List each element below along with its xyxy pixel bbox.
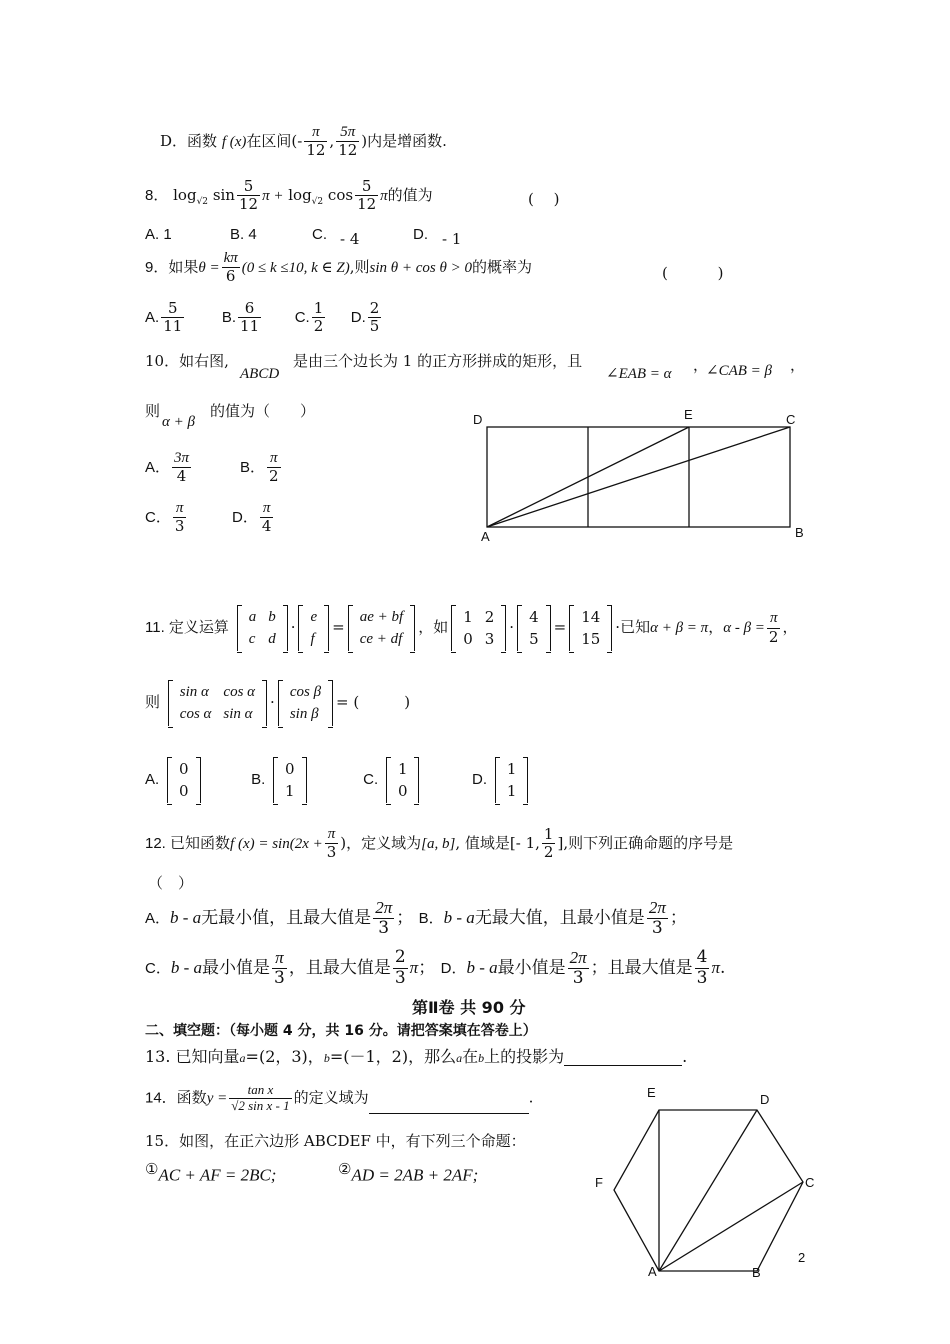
q10-label-e: E xyxy=(684,407,693,422)
q7-fraction-2: $\frac{5\pi}{12}$ xyxy=(338,124,358,160)
q11-matrix-trig: sin α cos α cos α sin α xyxy=(168,680,267,726)
q8-option-c-value: - 4 xyxy=(340,230,360,248)
q12-option-a: A．b - a无最小值，且最大值是 $\frac{2\pi}{3}$ ； xyxy=(145,898,414,938)
q8-option-c-label: C. xyxy=(312,226,327,243)
q11-stem: 11. 定义运算 a b c d · e f = ae + bf ce + df ，如 1 2 0 3 · 4 5 = 14 15 ·已知α + β = π，α - β = $\frac{\pi}{2}$ ， xyxy=(145,605,797,651)
hexagon-label-e: E xyxy=(647,1085,656,1100)
q7-function: f (x) xyxy=(221,133,247,150)
hexagon-label-c: C xyxy=(805,1175,815,1190)
q10-angle-cab: ∠CAB = β xyxy=(706,363,772,379)
q11-vector-trig: cos β sin β xyxy=(278,680,333,726)
q8-option-d-value: - 1 xyxy=(442,230,462,248)
q14-stem: 14．函数y = $\frac{\text{tan x}}{\text{√2 sin x - 1}}$ 的定义域为 . xyxy=(145,1082,534,1113)
q11-vector-example-result: 14 15 xyxy=(569,605,612,651)
q8-option-d-label: D. xyxy=(413,226,428,243)
q10-option-d: D． $\frac{\pi}{4}$ xyxy=(232,500,272,536)
q7-fraction-1: $\frac{\pi}{12}$ xyxy=(306,124,326,160)
section-fill-in-heading: 二、填空题：（每小题 4 分，共 16 分。请把答案填在答卷上） xyxy=(145,1023,537,1039)
q8-stem: 8． $\log_{√2} \sin$ $\frac{5}{12}$ $\pi + \log_{√2} \cos$ $\frac{5}{12}$ π的值为 xyxy=(145,177,433,214)
hexagon-label-b: B xyxy=(752,1265,761,1280)
q11-vector-result: ae + bf ce + df xyxy=(348,605,415,651)
q7-interval-text: 在区间(- xyxy=(246,131,303,150)
q10-option-a: A． $\frac{3\pi}{4}$ xyxy=(145,450,190,486)
q12-answer-paren: （ ） xyxy=(148,874,194,892)
q10-end: ， xyxy=(790,356,806,374)
q11-option-a: A. 0 0 xyxy=(145,770,204,788)
q7-option-label: D．函数 xyxy=(160,131,218,150)
vector-a: a xyxy=(239,1051,246,1065)
q10-sum: α + β xyxy=(162,414,195,430)
q12-options-cd xyxy=(145,948,725,988)
q11-question: 则 sin α cos α cos α sin α · cos β sin β = ( ) xyxy=(145,680,410,726)
q8-option-b: B. 4 xyxy=(230,226,257,243)
q13-answer-blank[interactable] xyxy=(564,1049,682,1066)
q11-options xyxy=(145,757,531,803)
page-number: 2 xyxy=(798,1250,806,1265)
q10-option-c: C． $\frac{\pi}{3}$ xyxy=(145,500,185,536)
q9-option-d: D. $\frac{2}{5}$ xyxy=(350,299,380,336)
q15-claim-2: ②AD = 2AB + 2AF; xyxy=(338,1160,479,1185)
hexagon-diagonal-ac xyxy=(659,1182,806,1271)
q10-rectangle-figure xyxy=(465,400,810,545)
q15-claim-1: ①AC + AF = 2BC; xyxy=(145,1160,277,1185)
q12-options-ab xyxy=(145,898,687,938)
q9-options xyxy=(145,300,383,336)
q12-option-b: B．b - a无最大值，且最小值是 $\frac{2\pi}{3}$ ； xyxy=(418,898,687,938)
q11-matrix-abcd: a b c d xyxy=(237,605,288,651)
q15-stem: 15．如图，在正六边形 ABCDEF 中，有下列三个命题： xyxy=(145,1132,526,1150)
q11-vector-example: 4 5 xyxy=(517,605,551,651)
q10-stem-mid: 是由三个边长为 1 的正方形拼成的矩形，且 xyxy=(293,352,583,370)
q8-answer-paren: ( ) xyxy=(528,190,560,208)
part-two-title: 第Ⅱ卷 共 90 分 xyxy=(412,998,526,1017)
q9-option-b: B. $\frac{6}{11}$ xyxy=(221,299,260,336)
q11-vector-ef: e f xyxy=(298,605,329,651)
q10-abcd: ABCD xyxy=(240,366,280,382)
hexagon-label-d: D xyxy=(760,1092,770,1107)
q10-then: 则 xyxy=(145,402,161,420)
q9-answer-paren: ( ) xyxy=(662,264,724,282)
q12-stem: 12. 已知函数f (x) = sin(2x + $\frac{\pi}{3}$ )，定义域为[a, b], 值域是[- 1, $\frac{1}{2}$ ],则下列正确命题的序号是 xyxy=(145,825,734,862)
q10-label-a: A xyxy=(481,529,490,544)
q12-option-c: C．b - a最小值是 $\frac{\pi}{3}$ ，且最大值是 $\frac{2}{3}$ π； xyxy=(145,947,436,988)
q10-segment-ac xyxy=(487,427,790,527)
q9-option-a: A. $\frac{5}{11}$ xyxy=(145,299,183,336)
q10-label-b: B xyxy=(795,525,804,540)
q11-option-d: D. 1 1 xyxy=(472,770,531,788)
q10-sep: ， xyxy=(693,356,709,374)
q14-answer-blank[interactable] xyxy=(369,1097,529,1114)
q10-label-c: C xyxy=(786,412,796,427)
q10-label-d: D xyxy=(473,412,483,427)
hexagon-label-f: F xyxy=(595,1175,603,1190)
q13-stem: 13. 已知向量a=(2，3)，b=(－1，2)，那么a在b上的投影为 . xyxy=(145,1047,688,1066)
q10-option-b: B． $\frac{\pi}{2}$ xyxy=(240,450,279,486)
q7-option-d: D．函数 f (x)在区间(- $\frac{\pi}{12}$ , $\frac{5\pi}{12}$ )内是增函数. xyxy=(160,124,447,160)
q10-stem-line1: 10．如右图, xyxy=(145,352,229,370)
q9-stem: 9．如果θ = $\frac{k\pi}{6}$ (0 ≤ k ≤10, k ∈ Z),则sin θ + cos θ > 0的概率为 xyxy=(145,250,533,286)
q12-option-d: D．b - a最小值是 $\frac{2\pi}{3}$ ；且最大值是 $\frac{4}{3}$ π. xyxy=(440,947,726,988)
q10-angle-eab: ∠EAB = α xyxy=(606,366,672,382)
q9-option-c: C. $\frac{1}{2}$ xyxy=(294,299,324,336)
q7-tail: )内是增函数. xyxy=(361,131,447,150)
q11-matrix-example: 1 2 0 3 xyxy=(451,605,506,651)
q15-hexagon-figure xyxy=(590,1080,820,1280)
hexagon-label-a: A xyxy=(648,1264,657,1279)
vector-b: b xyxy=(323,1051,330,1065)
hexagon-diagonal-ad xyxy=(659,1110,757,1271)
q11-option-c: C. 1 0 xyxy=(363,770,422,788)
q11-option-b: B. 0 1 xyxy=(251,770,310,788)
q10-tail: 的值为（ ） xyxy=(210,402,316,420)
q8-option-a: A. 1 xyxy=(145,226,172,243)
